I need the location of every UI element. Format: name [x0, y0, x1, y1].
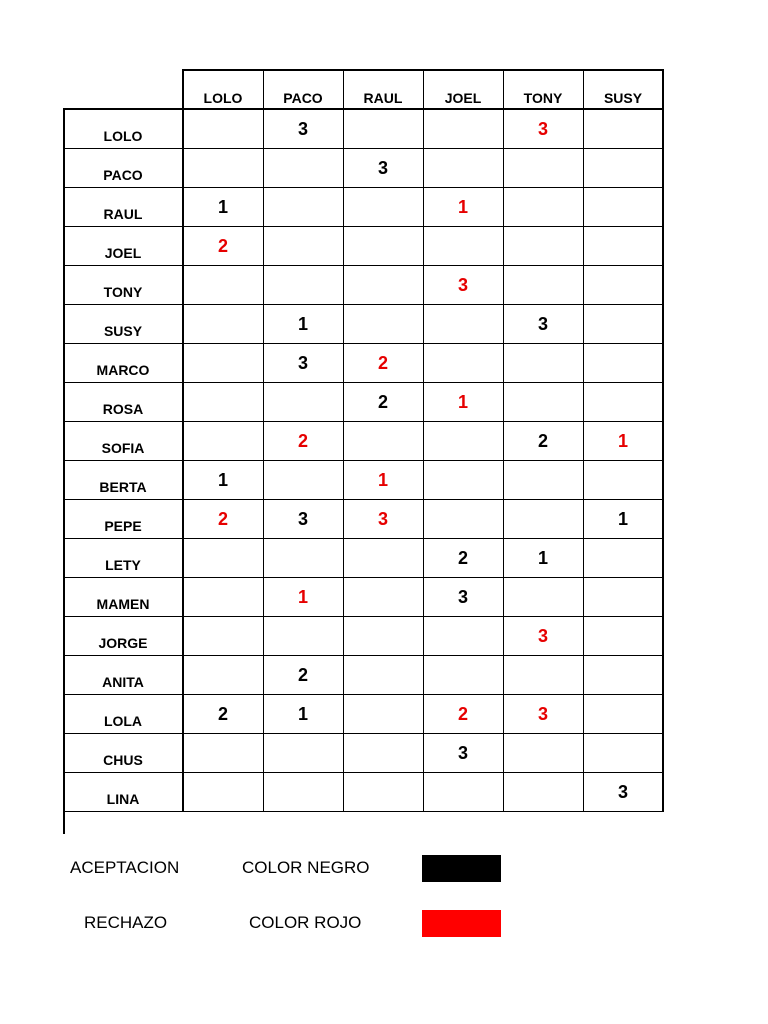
column-header-joel: JOEL [444, 90, 482, 106]
cell-lety-lolo [183, 538, 263, 577]
column-header-susy: SUSY [603, 90, 643, 106]
cell-lola-raul [343, 694, 423, 733]
cell-susy-paco: 1 [297, 314, 308, 334]
cell-raul-raul [343, 187, 423, 226]
row-label-marco: MARCO [96, 362, 150, 378]
cell-marco-lolo [183, 343, 263, 382]
row-label-susy: SUSY [103, 323, 143, 339]
row-label-lina: LINA [106, 791, 140, 807]
cell-chus-joel: 3 [457, 743, 468, 763]
cell-jorge-paco [263, 616, 343, 655]
cell-rosa-susy [583, 382, 663, 421]
row-label-chus: CHUS [103, 752, 143, 768]
cell-rosa-paco [263, 382, 343, 421]
cell-raul-tony [503, 187, 583, 226]
row-label-rosa: ROSA [102, 401, 144, 417]
cell-paco-susy [583, 148, 663, 187]
cell-lolo-paco: 3 [297, 119, 308, 139]
cell-susy-lolo [183, 304, 263, 343]
cell-tony-joel: 3 [457, 275, 468, 295]
row-divider [63, 265, 663, 266]
column-divider [263, 69, 264, 812]
row-label-lety: LETY [105, 557, 141, 573]
cell-joel-lolo: 2 [217, 236, 228, 256]
cell-joel-raul [343, 226, 423, 265]
cell-lina-paco [263, 772, 343, 811]
row-divider [63, 421, 663, 422]
cell-chus-paco [263, 733, 343, 772]
cell-anita-raul [343, 655, 423, 694]
cell-mamen-paco: 1 [297, 587, 308, 607]
cell-raul-susy [583, 187, 663, 226]
table-header-border [63, 108, 663, 110]
legend-red-color-label: COLOR ROJO [249, 913, 362, 932]
cell-sofia-joel [423, 421, 503, 460]
cell-tony-raul [343, 265, 423, 304]
cell-jorge-joel [423, 616, 503, 655]
row-divider [63, 733, 663, 734]
cell-joel-paco [263, 226, 343, 265]
cell-lola-susy [583, 694, 663, 733]
row-label-tony: TONY [103, 284, 143, 300]
cell-berta-susy [583, 460, 663, 499]
cell-rosa-raul: 2 [377, 392, 388, 412]
cell-marco-tony [503, 343, 583, 382]
cell-sofia-susy: 1 [617, 431, 628, 451]
cell-pepe-tony [503, 499, 583, 538]
row-label-paco: PACO [103, 167, 143, 183]
cell-marco-joel [423, 343, 503, 382]
cell-tony-paco [263, 265, 343, 304]
cell-raul-joel: 1 [457, 197, 468, 217]
cell-lola-lolo: 2 [217, 704, 228, 724]
column-header-paco: PACO [283, 90, 323, 106]
row-divider [63, 499, 663, 500]
column-divider [583, 69, 584, 812]
cell-berta-raul: 1 [377, 470, 388, 490]
cell-marco-susy [583, 343, 663, 382]
cell-lola-paco: 1 [297, 704, 308, 724]
row-divider [63, 655, 663, 656]
column-header-raul: RAUL [363, 90, 403, 106]
cell-anita-tony [503, 655, 583, 694]
cell-anita-joel [423, 655, 503, 694]
row-label-anita: ANITA [102, 674, 144, 690]
column-divider [662, 69, 664, 812]
cell-lina-susy: 3 [617, 782, 628, 802]
legend-black-swatch [422, 855, 501, 882]
cell-lina-raul [343, 772, 423, 811]
column-header-lolo: LOLO [203, 90, 243, 106]
cell-joel-joel [423, 226, 503, 265]
cell-jorge-tony: 3 [537, 626, 548, 646]
row-label-joel: JOEL [104, 245, 142, 261]
cell-lety-joel: 2 [457, 548, 468, 568]
column-header-tony: TONY [523, 90, 563, 106]
row-divider [63, 616, 663, 617]
cell-lety-tony: 1 [537, 548, 548, 568]
cell-lolo-susy [583, 109, 663, 148]
cell-joel-susy [583, 226, 663, 265]
cell-anita-susy [583, 655, 663, 694]
cell-sofia-lolo [183, 421, 263, 460]
legend-rejection-label: RECHAZO [84, 913, 168, 932]
cell-rosa-joel: 1 [457, 392, 468, 412]
cell-mamen-raul [343, 577, 423, 616]
cell-lety-susy [583, 538, 663, 577]
cell-sofia-raul [343, 421, 423, 460]
cell-rosa-tony [503, 382, 583, 421]
row-divider [63, 148, 663, 149]
cell-tony-lolo [183, 265, 263, 304]
row-divider [63, 694, 663, 695]
row-divider [63, 226, 663, 227]
cell-mamen-lolo [183, 577, 263, 616]
legend-black-color-label: COLOR NEGRO [242, 858, 370, 877]
cell-mamen-tony [503, 577, 583, 616]
cell-susy-joel [423, 304, 503, 343]
row-label-jorge: JORGE [98, 635, 148, 651]
row-label-mamen: MAMEN [96, 596, 150, 612]
cell-lety-raul [343, 538, 423, 577]
cell-paco-lolo [183, 148, 263, 187]
cell-lina-lolo [183, 772, 263, 811]
cell-chus-lolo [183, 733, 263, 772]
cell-anita-paco: 2 [297, 665, 308, 685]
row-divider [63, 772, 663, 773]
row-label-lolo: LOLO [103, 128, 143, 144]
cell-rosa-lolo [183, 382, 263, 421]
cell-lola-joel: 2 [457, 704, 468, 724]
cell-mamen-susy [583, 577, 663, 616]
row-divider [63, 382, 663, 383]
cell-marco-raul: 2 [377, 353, 388, 373]
cell-pepe-raul: 3 [377, 509, 388, 529]
cell-lina-tony [503, 772, 583, 811]
cell-paco-raul: 3 [377, 158, 388, 178]
cell-anita-lolo [183, 655, 263, 694]
cell-paco-paco [263, 148, 343, 187]
cell-susy-raul [343, 304, 423, 343]
cell-lolo-raul [343, 109, 423, 148]
cell-jorge-susy [583, 616, 663, 655]
cell-susy-susy [583, 304, 663, 343]
cell-lola-tony: 3 [537, 704, 548, 724]
cell-tony-tony [503, 265, 583, 304]
legend-red-swatch [422, 910, 501, 937]
cell-lety-paco [263, 538, 343, 577]
cell-lina-joel [423, 772, 503, 811]
cell-berta-lolo: 1 [217, 470, 228, 490]
cell-susy-tony: 3 [537, 314, 548, 334]
row-divider [63, 577, 663, 578]
row-label-pepe: PEPE [104, 518, 142, 534]
cell-jorge-raul [343, 616, 423, 655]
cell-berta-joel [423, 460, 503, 499]
cell-lolo-tony: 3 [537, 119, 548, 139]
row-divider [63, 811, 663, 812]
row-divider [63, 460, 663, 461]
row-label-sofia: SOFIA [101, 440, 145, 456]
cell-pepe-paco: 3 [297, 509, 308, 529]
cell-joel-tony [503, 226, 583, 265]
cell-pepe-joel [423, 499, 503, 538]
row-divider [63, 187, 663, 188]
cell-mamen-joel: 3 [457, 587, 468, 607]
legend-acceptance-label: ACEPTACION [70, 858, 180, 877]
cell-pepe-lolo: 2 [217, 509, 228, 529]
cell-berta-tony [503, 460, 583, 499]
cell-berta-paco [263, 460, 343, 499]
cell-sofia-tony: 2 [537, 431, 548, 451]
cell-chus-raul [343, 733, 423, 772]
cell-raul-lolo: 1 [217, 197, 228, 217]
table-left-border [63, 108, 65, 834]
cell-paco-joel [423, 148, 503, 187]
row-divider [63, 343, 663, 344]
column-divider [182, 69, 184, 812]
column-divider [503, 69, 504, 812]
cell-marco-paco: 3 [297, 353, 308, 373]
row-label-lola: LOLA [103, 713, 143, 729]
cell-raul-paco [263, 187, 343, 226]
cell-lolo-lolo [183, 109, 263, 148]
cell-chus-susy [583, 733, 663, 772]
column-divider [343, 69, 344, 812]
cell-lolo-joel [423, 109, 503, 148]
row-label-berta: BERTA [99, 479, 147, 495]
cell-pepe-susy: 1 [617, 509, 628, 529]
cell-chus-tony [503, 733, 583, 772]
row-divider [63, 538, 663, 539]
column-divider [423, 69, 424, 812]
row-label-raul: RAUL [103, 206, 143, 222]
cell-tony-susy [583, 265, 663, 304]
row-divider [63, 304, 663, 305]
cell-paco-tony [503, 148, 583, 187]
cell-sofia-paco: 2 [297, 431, 308, 451]
cell-jorge-lolo [183, 616, 263, 655]
